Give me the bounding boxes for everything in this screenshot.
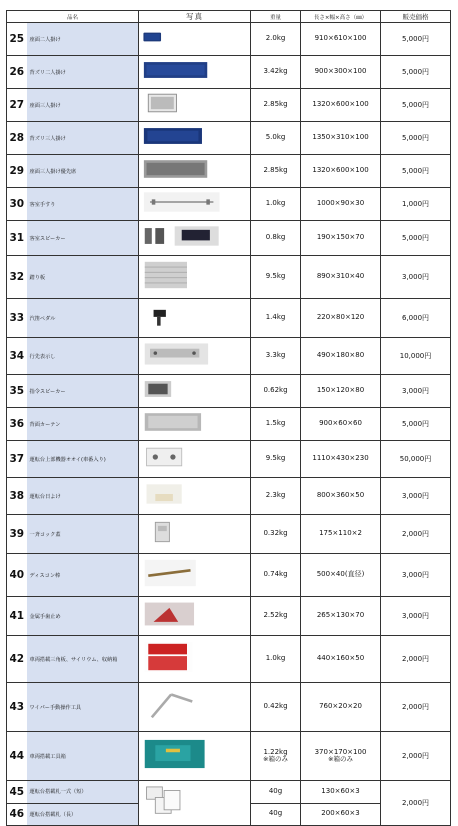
item-number: 46 xyxy=(7,803,27,826)
table-row xyxy=(7,155,451,188)
table-row xyxy=(7,732,451,781)
item-price: 10,000円 xyxy=(381,338,451,375)
item-price: 50,000円 xyxy=(381,441,451,478)
table-row xyxy=(7,221,451,256)
item-number: 44 xyxy=(7,732,27,781)
item-weight: 1.0kg xyxy=(251,636,301,683)
item-name: 背面カーテン xyxy=(27,408,139,441)
item-price: 1,000円 xyxy=(381,188,451,221)
weight-note: ※箱のみ xyxy=(263,755,288,764)
item-weight: 3.3kg xyxy=(251,338,301,375)
table-row xyxy=(7,441,451,478)
item-number: 32 xyxy=(7,256,27,299)
item-photo xyxy=(139,188,251,221)
item-number: 40 xyxy=(7,554,27,597)
item-photo xyxy=(139,554,251,597)
item-dimensions: 175×110×2 xyxy=(301,515,381,554)
item-weight: 0.32kg xyxy=(251,515,301,554)
item-price: 5,000円 xyxy=(381,155,451,188)
item-name: 指令スピーカー xyxy=(27,375,139,408)
item-dimensions: 900×60×60 xyxy=(301,408,381,441)
table-row xyxy=(7,375,451,408)
item-price: 2,000円 xyxy=(381,515,451,554)
item-name: 車両搭載工具箱 xyxy=(27,732,139,781)
item-weight: 1.5kg xyxy=(251,408,301,441)
item-price: 3,000円 xyxy=(381,554,451,597)
item-number: 45 xyxy=(7,781,27,804)
item-weight: 2.3kg xyxy=(251,478,301,515)
header-dimensions: 長さ×幅×高さ（㎜） xyxy=(301,11,381,23)
item-dimensions xyxy=(301,732,381,781)
item-number: 43 xyxy=(7,683,27,732)
price-sheet xyxy=(6,10,450,826)
item-price: 3,000円 xyxy=(381,375,451,408)
item-photo xyxy=(139,89,251,122)
item-price: 2,000円 xyxy=(381,636,451,683)
table-row xyxy=(7,515,451,554)
item-name: 座面二人掛け xyxy=(27,23,139,56)
table-row xyxy=(7,683,451,732)
item-name: 一斉コック蓋 xyxy=(27,515,139,554)
item-number: 37 xyxy=(7,441,27,478)
item-number: 41 xyxy=(7,597,27,636)
item-dimensions: 890×310×40 xyxy=(301,256,381,299)
item-photo xyxy=(139,56,251,89)
item-name: 客室スピーカー xyxy=(27,221,139,256)
item-weight: 0.74kg xyxy=(251,554,301,597)
header-photo: 写真 xyxy=(139,11,251,23)
dimensions-value: 370×170×100 xyxy=(314,747,367,756)
item-dimensions: 265×130×70 xyxy=(301,597,381,636)
item-name: 背ズリ二人掛け xyxy=(27,56,139,89)
item-name: 金属手歯止め xyxy=(27,597,139,636)
item-number: 39 xyxy=(7,515,27,554)
header-name: 品名 xyxy=(7,11,139,23)
item-photo xyxy=(139,478,251,515)
item-dimensions: 1000×90×30 xyxy=(301,188,381,221)
table-row xyxy=(7,122,451,155)
item-price: 5,000円 xyxy=(381,56,451,89)
item-name: 背ズリ三人掛け xyxy=(27,122,139,155)
table-body xyxy=(7,23,451,826)
item-price: 6,000円 xyxy=(381,299,451,338)
item-weight: 9.5kg xyxy=(251,256,301,299)
item-dimensions: 490×180×80 xyxy=(301,338,381,375)
item-dimensions: 760×20×20 xyxy=(301,683,381,732)
item-dimensions: 220×80×120 xyxy=(301,299,381,338)
item-dimensions: 1110×430×230 xyxy=(301,441,381,478)
item-number: 26 xyxy=(7,56,27,89)
item-weight: 3.42kg xyxy=(251,56,301,89)
item-number: 31 xyxy=(7,221,27,256)
item-photo xyxy=(139,338,251,375)
item-weight: 1.0kg xyxy=(251,188,301,221)
item-number: 34 xyxy=(7,338,27,375)
item-name: 運転台上部機器オオイ(車番入り) xyxy=(27,441,139,478)
item-dimensions: 910×610×100 xyxy=(301,23,381,56)
item-photo xyxy=(139,221,251,256)
item-dimensions: 130×60×3 xyxy=(301,781,381,804)
item-number: 35 xyxy=(7,375,27,408)
item-name: 踏り板 xyxy=(27,256,139,299)
item-price: 5,000円 xyxy=(381,221,451,256)
item-number: 42 xyxy=(7,636,27,683)
item-name: 運転台日よけ xyxy=(27,478,139,515)
item-photo xyxy=(139,732,251,781)
item-dimensions: 800×360×50 xyxy=(301,478,381,515)
item-price: 5,000円 xyxy=(381,122,451,155)
item-weight: 2.85kg xyxy=(251,155,301,188)
dimensions-note: ※箱のみ xyxy=(328,755,353,764)
item-name: 汽笛ペダル xyxy=(27,299,139,338)
item-price: 5,000円 xyxy=(381,23,451,56)
item-dimensions: 440×160×50 xyxy=(301,636,381,683)
item-number: 33 xyxy=(7,299,27,338)
table-row xyxy=(7,23,451,56)
item-price: 5,000円 xyxy=(381,408,451,441)
item-number: 30 xyxy=(7,188,27,221)
item-weight: 2.52kg xyxy=(251,597,301,636)
item-weight: 1.4kg xyxy=(251,299,301,338)
item-name: 座面三人掛け優先席 xyxy=(27,155,139,188)
item-weight: 0.62kg xyxy=(251,375,301,408)
table-row xyxy=(7,256,451,299)
item-dimensions: 150×120×80 xyxy=(301,375,381,408)
item-price: 2,000円 xyxy=(381,732,451,781)
item-weight: 40g xyxy=(251,781,301,804)
item-photo xyxy=(139,515,251,554)
price-table xyxy=(6,10,451,826)
item-weight: 2.0kg xyxy=(251,23,301,56)
item-name: 運転台搭載札（長） xyxy=(27,803,139,826)
item-name: 座面三人掛け xyxy=(27,89,139,122)
item-price: 2,000円 xyxy=(381,781,451,826)
item-dimensions: 1320×600×100 xyxy=(301,89,381,122)
item-dimensions: 200×60×3 xyxy=(301,803,381,826)
table-row xyxy=(7,597,451,636)
item-weight: 9.5kg xyxy=(251,441,301,478)
item-dimensions: 500×40(直径) xyxy=(301,554,381,597)
item-weight: 0.42kg xyxy=(251,683,301,732)
item-price: 3,000円 xyxy=(381,597,451,636)
item-photo xyxy=(139,375,251,408)
item-photo xyxy=(139,155,251,188)
item-weight: 2.85kg xyxy=(251,89,301,122)
item-photo xyxy=(139,408,251,441)
item-name: 車両搭載三角板、サイリウム、収納箱 xyxy=(27,636,139,683)
table-row xyxy=(7,554,451,597)
item-photo xyxy=(139,636,251,683)
table-row xyxy=(7,478,451,515)
item-price: 3,000円 xyxy=(381,256,451,299)
header-row xyxy=(7,11,451,23)
item-weight: 5.0kg xyxy=(251,122,301,155)
item-photo xyxy=(139,256,251,299)
item-price: 2,000円 xyxy=(381,683,451,732)
table-row xyxy=(7,188,451,221)
item-photo xyxy=(139,683,251,732)
item-price: 5,000円 xyxy=(381,89,451,122)
item-photo xyxy=(139,597,251,636)
table-row xyxy=(7,89,451,122)
item-name: ワイパー手動操作工具 xyxy=(27,683,139,732)
item-dimensions: 1350×310×100 xyxy=(301,122,381,155)
item-photo xyxy=(139,122,251,155)
item-name: ディスコン棒 xyxy=(27,554,139,597)
item-photo xyxy=(139,299,251,338)
table-row xyxy=(7,338,451,375)
item-number: 29 xyxy=(7,155,27,188)
item-name: 客室手すり xyxy=(27,188,139,221)
item-price: 3,000円 xyxy=(381,478,451,515)
item-photo xyxy=(139,441,251,478)
table-row xyxy=(7,56,451,89)
header-weight: 重量 xyxy=(251,11,301,23)
item-photo xyxy=(139,781,251,826)
item-photo xyxy=(139,23,251,56)
item-number: 25 xyxy=(7,23,27,56)
item-dimensions: 1320×600×100 xyxy=(301,155,381,188)
table-row xyxy=(7,299,451,338)
item-name: 運転台搭載札一式（短） xyxy=(27,781,139,804)
item-name: 行先表示し xyxy=(27,338,139,375)
table-row xyxy=(7,636,451,683)
item-number: 27 xyxy=(7,89,27,122)
item-weight: 0.8kg xyxy=(251,221,301,256)
item-weight: 40g xyxy=(251,803,301,826)
table-row xyxy=(7,408,451,441)
item-number: 38 xyxy=(7,478,27,515)
header-price: 販売価格 xyxy=(381,11,451,23)
item-number: 28 xyxy=(7,122,27,155)
item-weight xyxy=(251,732,301,781)
item-dimensions: 900×300×100 xyxy=(301,56,381,89)
weight-value: 1.22kg xyxy=(263,747,288,756)
item-dimensions: 190×150×70 xyxy=(301,221,381,256)
item-number: 36 xyxy=(7,408,27,441)
